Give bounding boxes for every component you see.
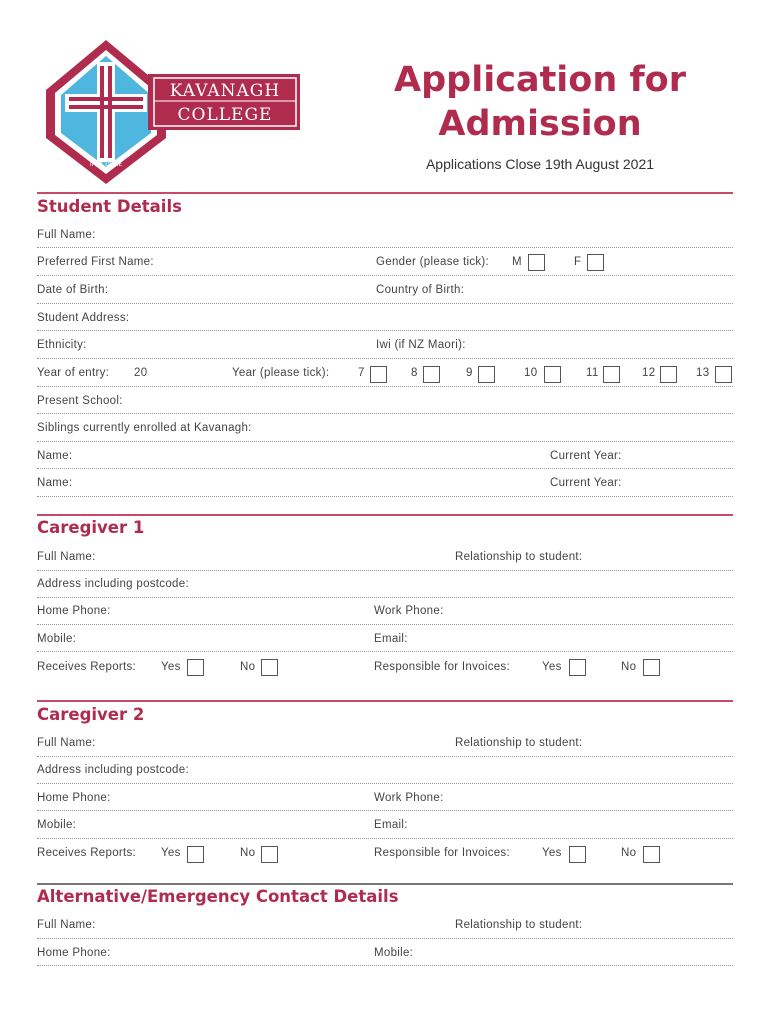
cg1-email-label: Email: (374, 633, 408, 645)
cg1-invoices-yes-label: Yes (542, 661, 562, 673)
applications-close-date: Applications Close 19th August 2021 (425, 156, 655, 172)
emergency-phone-field[interactable] (37, 965, 733, 966)
preferred-name-field[interactable] (37, 275, 733, 276)
emergency-relationship-label: Relationship to student: (455, 919, 583, 931)
cg1-phone-field[interactable] (37, 624, 733, 625)
preferred-name-label: Preferred First Name: (37, 256, 154, 268)
emergency-mobile-label: Mobile: (374, 947, 414, 959)
year-12-checkbox[interactable] (660, 366, 677, 383)
cg2-reports-no-checkbox[interactable] (261, 846, 278, 863)
present-school-field[interactable] (37, 413, 733, 414)
siblings-field[interactable] (37, 441, 733, 442)
cg1-reports-no-label: No (240, 661, 256, 673)
cg1-full-name-label: Full Name: (37, 551, 96, 563)
year-12-label: 12 (642, 367, 656, 379)
cg2-invoices-no-label: No (621, 847, 637, 859)
cg1-invoices-label: Responsible for Invoices: (374, 661, 510, 673)
cg2-invoices-yes-label: Yes (542, 847, 562, 859)
ethnicity-label: Ethnicity: (37, 339, 87, 351)
cg1-work-phone-label: Work Phone: (374, 605, 444, 617)
cg1-address-label: Address including postcode: (37, 578, 189, 590)
cg2-reports-yes-label: Yes (161, 847, 181, 859)
section-divider (37, 514, 733, 516)
section-divider (37, 883, 733, 885)
emergency-home-phone-label: Home Phone: (37, 947, 111, 959)
kavanagh-college-logo (38, 38, 308, 188)
cg1-invoices-yes-checkbox[interactable] (569, 659, 586, 676)
cg2-full-name-label: Full Name: (37, 737, 96, 749)
cg2-invoices-no-checkbox[interactable] (643, 846, 660, 863)
year-11-checkbox[interactable] (603, 366, 620, 383)
caregiver2-heading: Caregiver 2 (37, 705, 145, 724)
cg1-home-phone-label: Home Phone: (37, 605, 111, 617)
page-title (380, 58, 700, 146)
section-divider (37, 192, 733, 194)
dob-label: Date of Birth: (37, 284, 109, 296)
cg1-address-field[interactable] (37, 597, 733, 598)
emergency-contact-heading: Alternative/Emergency Contact Details (37, 887, 399, 906)
iwi-label: Iwi (if NZ Maori): (376, 339, 466, 351)
year-11-label: 11 (586, 367, 599, 379)
year-8-checkbox[interactable] (423, 366, 440, 383)
gender-f-checkbox[interactable] (587, 254, 604, 271)
year-9-checkbox[interactable] (478, 366, 495, 383)
gender-label: Gender (please tick): (376, 256, 490, 268)
cg2-invoices-label: Responsible for Invoices: (374, 847, 510, 859)
cg2-reports-no-label: No (240, 847, 256, 859)
year-tick-label: Year (please tick): (232, 367, 330, 379)
sibling1-name-label: Name: (37, 450, 73, 462)
cg2-address-field[interactable] (37, 783, 733, 784)
cg2-address-label: Address including postcode: (37, 764, 189, 776)
gender-f-label: F (574, 256, 582, 268)
cg2-phone-field[interactable] (37, 810, 733, 811)
present-school-label: Present School: (37, 395, 123, 407)
sibling2-current-year-label: Current Year: (550, 477, 622, 489)
gender-m-label: M (512, 256, 522, 268)
student-address-field[interactable] (37, 330, 733, 331)
student-full-name-label: Full Name: (37, 229, 96, 241)
year-9-label: 9 (466, 367, 473, 379)
cg2-reports-label: Receives Reports: (37, 847, 137, 859)
year-7-checkbox[interactable] (370, 366, 387, 383)
sibling1-current-year-label: Current Year: (550, 450, 622, 462)
country-of-birth-label: Country of Birth: (376, 284, 465, 296)
cg2-invoices-yes-checkbox[interactable] (569, 846, 586, 863)
logo-line1: KAVANAGH (169, 81, 281, 101)
section-divider (37, 700, 733, 702)
sibling2-name-label: Name: (37, 477, 73, 489)
year-13-label: 13 (696, 367, 710, 379)
cg1-full-name-field[interactable] (37, 570, 733, 571)
student-full-name-field[interactable] (37, 247, 733, 248)
cg1-reports-label: Receives Reports: (37, 661, 137, 673)
dob-country-field[interactable] (37, 303, 733, 304)
cg2-relationship-label: Relationship to student: (455, 737, 583, 749)
cg1-mobile-email-field[interactable] (37, 651, 733, 652)
emergency-full-name-label: Full Name: (37, 919, 96, 931)
year-10-checkbox[interactable] (544, 366, 561, 383)
year-of-entry-field[interactable] (37, 386, 733, 387)
cg2-mobile-email-field[interactable] (37, 838, 733, 839)
cg1-invoices-no-label: No (621, 661, 637, 673)
siblings-label: Siblings currently enrolled at Kavanagh: (37, 422, 252, 434)
cg2-mobile-label: Mobile: (37, 819, 77, 831)
sibling1-field[interactable] (37, 468, 733, 469)
year-10-label: 10 (524, 367, 538, 379)
cg2-reports-yes-checkbox[interactable] (187, 846, 204, 863)
year-13-checkbox[interactable] (715, 366, 732, 383)
student-details-heading: Student Details (37, 197, 182, 216)
cg1-mobile-label: Mobile: (37, 633, 77, 645)
sibling2-field[interactable] (37, 496, 733, 497)
student-address-label: Student Address: (37, 312, 130, 324)
cg1-relationship-label: Relationship to student: (455, 551, 583, 563)
cg1-invoices-no-checkbox[interactable] (643, 659, 660, 676)
cg2-home-phone-label: Home Phone: (37, 792, 111, 804)
cg2-email-label: Email: (374, 819, 408, 831)
cg2-work-phone-label: Work Phone: (374, 792, 444, 804)
logo-line2: COLLEGE (177, 105, 273, 125)
logo-motto: IPSA DUCE (89, 161, 123, 168)
cg1-reports-no-checkbox[interactable] (261, 659, 278, 676)
title-line1: Application for (394, 60, 686, 100)
cg2-full-name-field[interactable] (37, 756, 733, 757)
year-7-label: 7 (358, 367, 365, 379)
year-of-entry-label: Year of entry: (37, 367, 110, 379)
cg1-reports-yes-label: Yes (161, 661, 181, 673)
title-line2: Admission (438, 104, 642, 144)
cg1-reports-yes-checkbox[interactable] (187, 659, 204, 676)
year-of-entry-prefix: 20 (134, 367, 148, 379)
caregiver1-heading: Caregiver 1 (37, 518, 145, 537)
ethnicity-iwi-field[interactable] (37, 358, 733, 359)
gender-m-checkbox[interactable] (528, 254, 545, 271)
emergency-full-name-field[interactable] (37, 938, 733, 939)
year-8-label: 8 (411, 367, 418, 379)
